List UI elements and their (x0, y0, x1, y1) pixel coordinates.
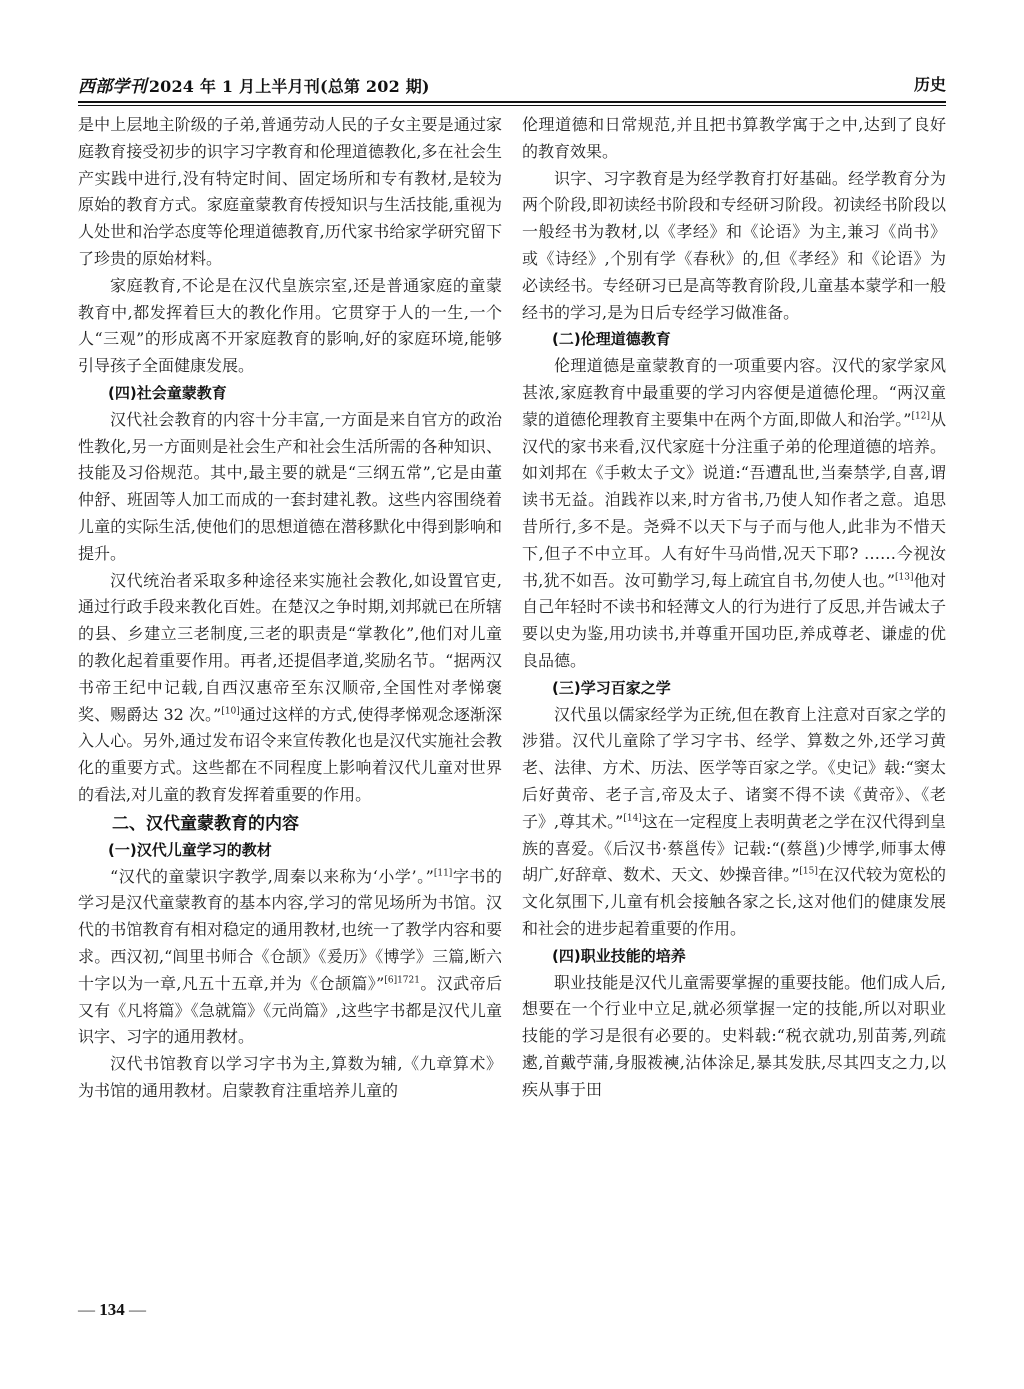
running-header (78, 72, 946, 98)
paragraph-text: 通过这样的方式,使得孝悌观念逐渐深入人心。另外,通过发布诏令来宣传教化也是汉代实施社会教化的重要方式。这些都在不同程度上影响着汉代儿童对世界的看法,对儿童的教育发挥着重要的作用。 (78, 704, 502, 804)
citation-ref: [14] (623, 813, 642, 824)
paragraph-text: 他对自己年轻时不读书和轻薄文人的行为进行了反思,并告诫太子要以史为鉴,用功读书,并尊重开国功臣,养成尊老、谦虚的优良品德。 (522, 570, 946, 670)
section-name: 历史 (913, 75, 946, 94)
subsection-heading: (四)社会童蒙教育 (108, 383, 227, 402)
issue-info: 2024 年 1 月上半月刊(总第 202 期) (148, 77, 430, 96)
paragraph-text: 。汉武帝后又有《凡将篇》《急就篇》《元尚篇》,这些字书都是汉代儿童识字、习字的通用教材。 (78, 973, 502, 1047)
subsection-heading: (二)伦理道德教育 (552, 330, 671, 349)
footer-dash: — (124, 1300, 146, 1319)
paragraph: 职业技能是汉代儿童需要掌握的重要技能。他们成人后,想要在一个行业中立足,就必须掌握一定的技能,所以对职业技能的学习是很有必要的。史料载:“税衣就功,别苗莠,列疏遬,首戴苧蒲,身服袯襫,沾体涂足,暴其发肤,尽其四支之力,以疾从事于田 (522, 972, 946, 1099)
header-rule-thick (78, 101, 946, 103)
citation-ref: [13] (895, 572, 914, 583)
right-column (522, 112, 946, 1103)
paragraph: 伦理道德和日常规范,并且把书算教学寓于之中,达到了良好的教育效果。 (522, 115, 946, 161)
page-number: 134 (99, 1300, 125, 1319)
citation-ref: [10] (221, 706, 240, 717)
paragraph: 是中上层地主阶级的子弟,普通劳动人民的子女主要是通过家庭教育接受初步的识字习字教育和伦理道德教化,多在社会生产实践中进行,没有特定时间、固定场所和专有教材,是较为原始的教育方式。家庭童蒙教育传授知识与生活技能,重视为人处世和治学态度等伦理道德教育,历代家书给家学研究留下了珍贵的原始材料。 (78, 115, 502, 268)
subsection-heading: (三)学习百家之学 (552, 678, 671, 697)
citation-ref: [15] (799, 866, 818, 877)
header-rule-thin (78, 105, 946, 106)
header-left (78, 72, 430, 97)
citation-ref: [12] (911, 411, 930, 422)
paragraph-text: “汉代的童蒙识字教学,周秦以来称为‘小学’。” (110, 866, 434, 886)
paragraph: 家庭教育,不论是在汉代皇族宗室,还是普通家庭的童蒙教育中,都发挥着巨大的教化作用。它贯穿于人的一生,一个人“三观”的形成离不开家庭教育的影响,好的家庭环境,能够引导孩子全面健康发展。 (78, 275, 502, 376)
paragraph-text: 这在一定程度上表明黄老之学在汉代得到皇族的喜爱。《后汉书·蔡邕传》记载:“(蔡邕)少博学,师事太傅胡广,好辞章、数术、天文、妙操音律。” (522, 811, 946, 885)
paragraph (78, 864, 502, 1052)
paragraph: 汉代社会教育的内容十分丰富,一方面是来自官方的政治性教化,另一方面则是社会生产和社会生活所需的各种知识、技能及习俗规范。其中,最主要的就是“三纲五常”,它是由董仲舒、班固等人加工而成的一套封建礼教。这些内容围绕着儿童的实际生活,使他们的思想道德在潜移默化中得到影响和提升。 (78, 409, 502, 563)
subsection-heading: (一)汉代儿童学习的教材 (108, 840, 272, 859)
paragraph-text: 汉代虽以儒家经学为正统,但在教育上注意对百家之学的涉猎。汉代儿童除了学习字书、经学、算数之外,还学习黄老、法律、方术、历法、医学等百家之学。《史记》载:“窦太后好黄帝、老子言,帝及太子、诸窦不得不读《黄帝》、《老子》,尊其术。” (522, 704, 946, 831)
paragraph (78, 568, 502, 809)
paragraph (522, 353, 946, 675)
paragraph-text: 从汉代的家书来看,汉代家庭十分注重子弟的伦理道德的培养。如刘邦在《手敕太子文》说道:“吾遭乱世,当秦禁学,自喜,谓读书无益。洎践祚以来,时方省书,乃使人知作者之意。追思昔所行,多不是。尧舜不以天下与子而与他人,此非为不惜天下,但子不中立耳。人有好牛马尚惜,况天下耶? ……今视汝书,犹不如吾。汝可勤学习,每上疏宜自书,勿使人也。” (522, 409, 946, 590)
paragraph-text: 在汉代较为宽松的文化氛围下,儿童有机会接触各家之长,这对他们的健康发展和社会的进步起着重要的作用。 (522, 865, 946, 938)
paragraph (522, 702, 946, 943)
section-heading: 二、汉代童蒙教育的内容 (112, 813, 299, 834)
paragraph-text: 汉代统治者采取多种途径来实施社会教化,如设置官吏,通过行政手段来教化百姓。在楚汉之争时期,刘邦就已在所辖的县、乡建立三老制度,三老的职责是“掌教化”,他们对儿童的教化起着重要作用。再者,还提倡孝道,奖励名节。“据两汉书帝王纪中记载,自西汉惠帝至东汉顺帝,全国性对孝悌褒奖、赐爵达 32 次。” (78, 570, 502, 724)
paragraph-text: 字书的学习是汉代童蒙教育的基本内容,学习的常见场所为书馆。汉代的书馆教育有相对稳定的通用教材,也统一了教学内容和要求。西汉初,“闾里书师合《仓颉》《爰历》《博学》三篇,断六十字以为一章,凡五十五章,并为《仓颉篇》” (78, 866, 502, 993)
subsection-heading: (四)职业技能的培养 (552, 946, 686, 965)
footer-dash: — (78, 1300, 100, 1319)
paragraph-text: 伦理道德是童蒙教育的一项重要内容。汉代的家学家风甚浓,家庭教育中最重要的学习内容便是道德伦理。“两汉童蒙的道德伦理教育主要集中在两个方面,即做人和治学。” (522, 356, 946, 429)
page-footer (78, 1300, 146, 1320)
citation-ref: [11] (433, 868, 453, 879)
citation-ref: [6]1721 (384, 975, 420, 986)
paragraph: 识字、习字教育是为经学教育打好基础。经学教育分为两个阶段,即初读经书阶段和专经研习阶段。初读经书阶段以一般经书为教材,以《孝经》和《论语》为主,兼习《尚书》或《诗经》,个别有学《春秋》的,但《孝经》和《论语》为必读经书。专经研习已是高等教育阶段,儿童基本蒙学和一般经书的学习,是为日后专经学习做准备。 (522, 168, 946, 322)
paragraph: 汉代书馆教育以学习字书为主,算数为辅,《九章算术》为书馆的通用教材。启蒙教育注重培养儿童的 (78, 1054, 502, 1100)
journal-name: 西部学刊 (78, 77, 147, 97)
left-column (78, 112, 502, 1105)
